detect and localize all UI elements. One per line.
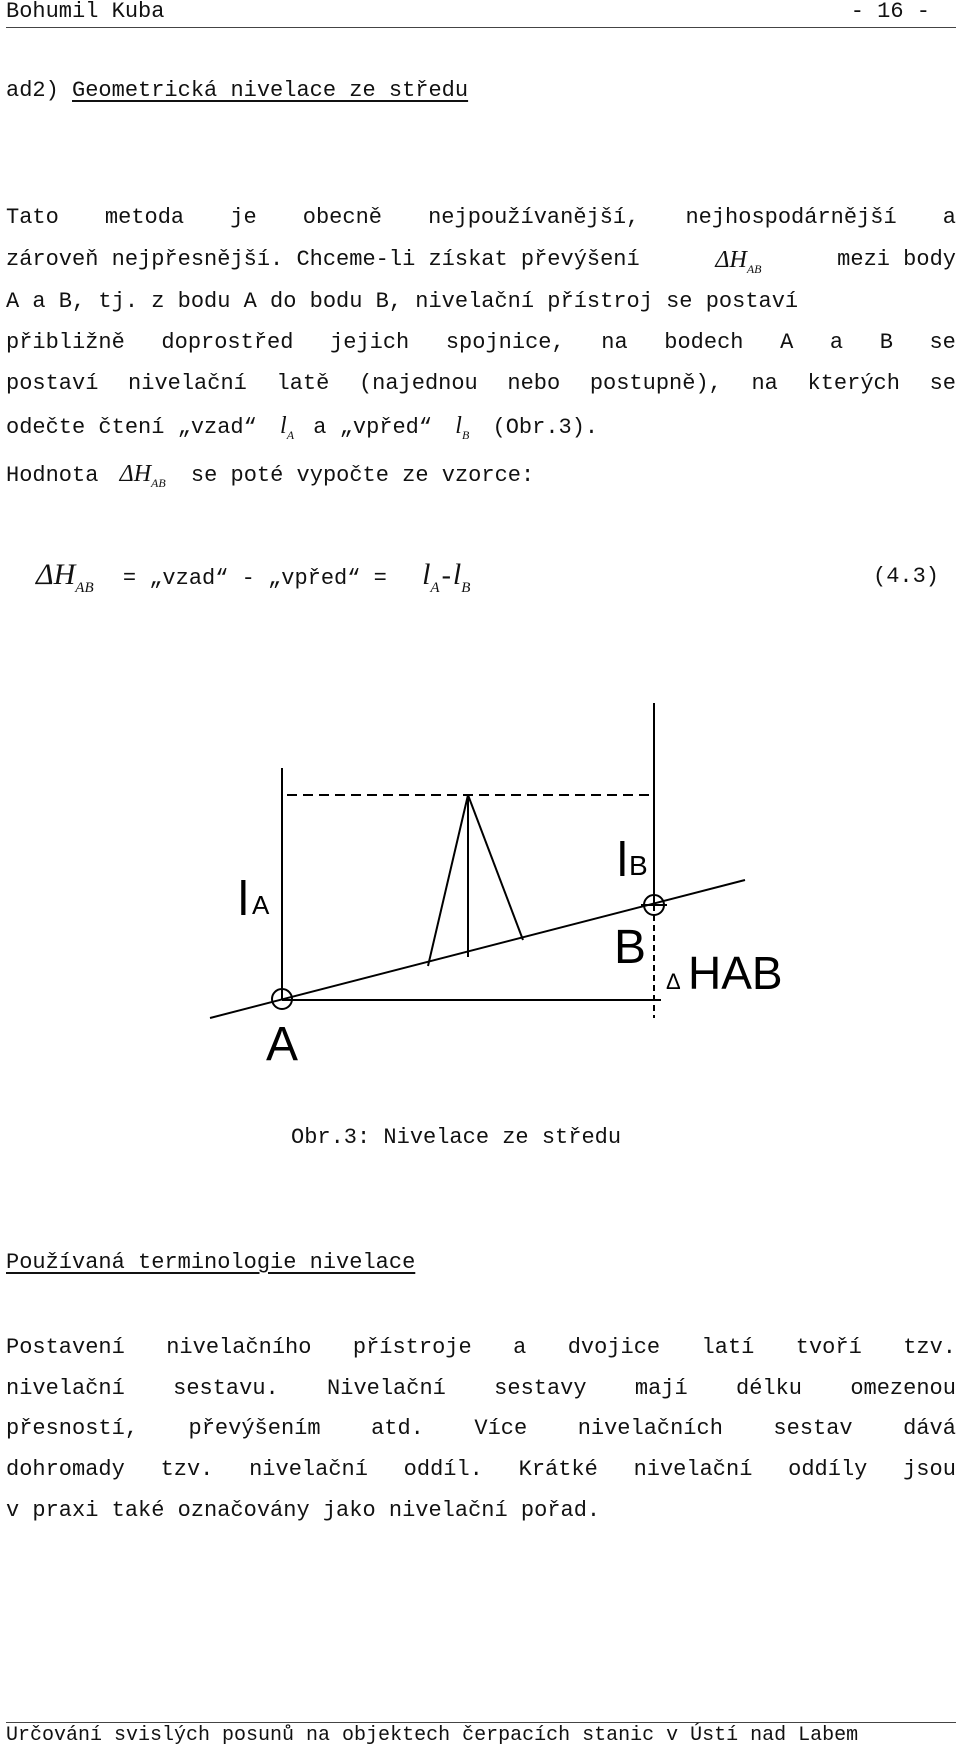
word: délku: [736, 1376, 803, 1401]
word: tzv.: [903, 1335, 956, 1360]
word: nejhospodárnější: [685, 205, 897, 230]
word: a: [513, 1335, 527, 1360]
word: (najednou: [358, 371, 478, 396]
text-run: (Obr.3).: [492, 415, 599, 440]
formula-number: (4.3): [873, 564, 940, 589]
word: B: [879, 330, 893, 355]
word: nivelační: [6, 1376, 125, 1401]
word: obecně: [302, 205, 382, 230]
word: latí: [701, 1335, 755, 1360]
word: tzv.: [160, 1457, 214, 1482]
paragraph-line: [6, 1335, 956, 1360]
figure-caption: Obr.3: Nivelace ze středu: [291, 1125, 622, 1150]
paragraph-line: v praxi také označovány jako nivelační pořad.: [6, 1498, 601, 1523]
word: spojnice,: [445, 330, 565, 355]
text-run: mezi body: [837, 247, 956, 272]
formula-rhs: $l_A-l_B$: [422, 558, 471, 596]
word: dává: [903, 1416, 956, 1441]
text-run: odečte čtení „vzad“: [6, 415, 257, 440]
text-run: se poté vypočte ze vzorce:: [190, 463, 535, 488]
word: kterých: [807, 371, 900, 396]
word: je: [230, 205, 257, 230]
text-run: a „vpřed“: [313, 415, 433, 440]
word: metoda: [104, 205, 185, 230]
word: bodech: [664, 330, 744, 355]
header-page-number: - 16 -: [850, 0, 930, 24]
text-run: A a B, tj. z bodu A do bodu B, nivelační přístroj se postaví: [6, 289, 799, 314]
word: dvojice: [567, 1335, 661, 1360]
la-symbol: $l_A$: [280, 413, 295, 442]
header-author: Bohumil Kuba: [6, 0, 165, 24]
label-hab: HAB: [688, 947, 783, 999]
word: omezenou: [850, 1376, 956, 1401]
word: atd.: [371, 1416, 424, 1441]
word: převýšením: [188, 1416, 321, 1441]
word: na: [751, 371, 778, 396]
formula-lhs: $\Delta H_{AB}$: [36, 558, 94, 596]
word: jejich: [330, 330, 410, 355]
text-run: Hodnota: [6, 463, 99, 488]
word: nivelační: [249, 1457, 368, 1482]
word: Postavení: [6, 1335, 125, 1360]
label-lb-l: l: [617, 834, 628, 887]
word: Krátké: [518, 1457, 598, 1482]
footer-text: Určování svislých posunů na objektech čerpacích stanic v Ústí nad Labem: [6, 1724, 859, 1747]
instrument-left-leg: [428, 795, 468, 966]
word: doprostřed: [161, 330, 294, 355]
word: nivelačního: [166, 1335, 312, 1360]
delta-h-symbol: $\Delta H_{AB}$: [119, 461, 166, 490]
delta-h-symbol: $\Delta H_{AB}$: [715, 247, 762, 276]
lb-symbol: $l_B$: [455, 413, 470, 442]
word: na: [601, 330, 628, 355]
word: se: [929, 330, 956, 355]
word: a: [829, 330, 844, 355]
word: nivelační: [128, 371, 247, 396]
label-lb-sub: B: [629, 850, 648, 881]
section-heading-prefix: ad2): [6, 78, 73, 103]
word: nebo: [507, 371, 561, 396]
word: se: [929, 371, 956, 396]
word: nejpoužívanější,: [428, 205, 640, 230]
word: jsou: [903, 1457, 956, 1482]
section-title: Používaná terminologie nivelace: [6, 1250, 416, 1275]
word: a: [942, 205, 956, 230]
word: postaví: [6, 371, 99, 396]
word: nivelační: [633, 1457, 753, 1482]
word: latě: [276, 371, 330, 396]
paragraph-line: [6, 1416, 956, 1441]
word: oddíly: [788, 1457, 868, 1482]
word: tvoří: [795, 1335, 862, 1360]
paragraph-line: [6, 1376, 956, 1401]
word: Tato: [6, 205, 59, 230]
text-run: zároveň nejpřesnější. Chceme-li získat převýšení: [6, 247, 640, 272]
paragraph-line: [6, 1457, 956, 1482]
word: postupně),: [589, 371, 722, 396]
word: přibližně: [6, 330, 125, 355]
word: Nivelační: [327, 1376, 446, 1401]
label-delta-h: Δ: [666, 969, 681, 994]
word: mají: [634, 1376, 688, 1401]
instrument-right-leg: [468, 795, 523, 940]
section-title: Geometrická nivelace ze středu: [72, 78, 469, 103]
word: oddíl.: [403, 1457, 483, 1482]
word: nivelačních: [577, 1416, 723, 1441]
word: přesností,: [6, 1416, 139, 1441]
word: sestav: [773, 1416, 853, 1441]
label-point-b: B: [614, 921, 647, 974]
word: A: [780, 330, 794, 355]
terrain-line: [210, 880, 745, 1018]
footer-rule: [6, 1722, 956, 1723]
word: dohromady: [6, 1457, 125, 1482]
word: přístroje: [352, 1335, 472, 1360]
word: Více: [474, 1416, 528, 1441]
label-la-l: l: [238, 873, 249, 926]
word: sestavy: [494, 1376, 587, 1401]
formula-text: = „vzad“ - „vpřed“ =: [122, 566, 387, 591]
label-la-sub: A: [252, 890, 270, 920]
word: sestavu.: [173, 1376, 279, 1401]
label-point-a: A: [266, 1018, 299, 1071]
